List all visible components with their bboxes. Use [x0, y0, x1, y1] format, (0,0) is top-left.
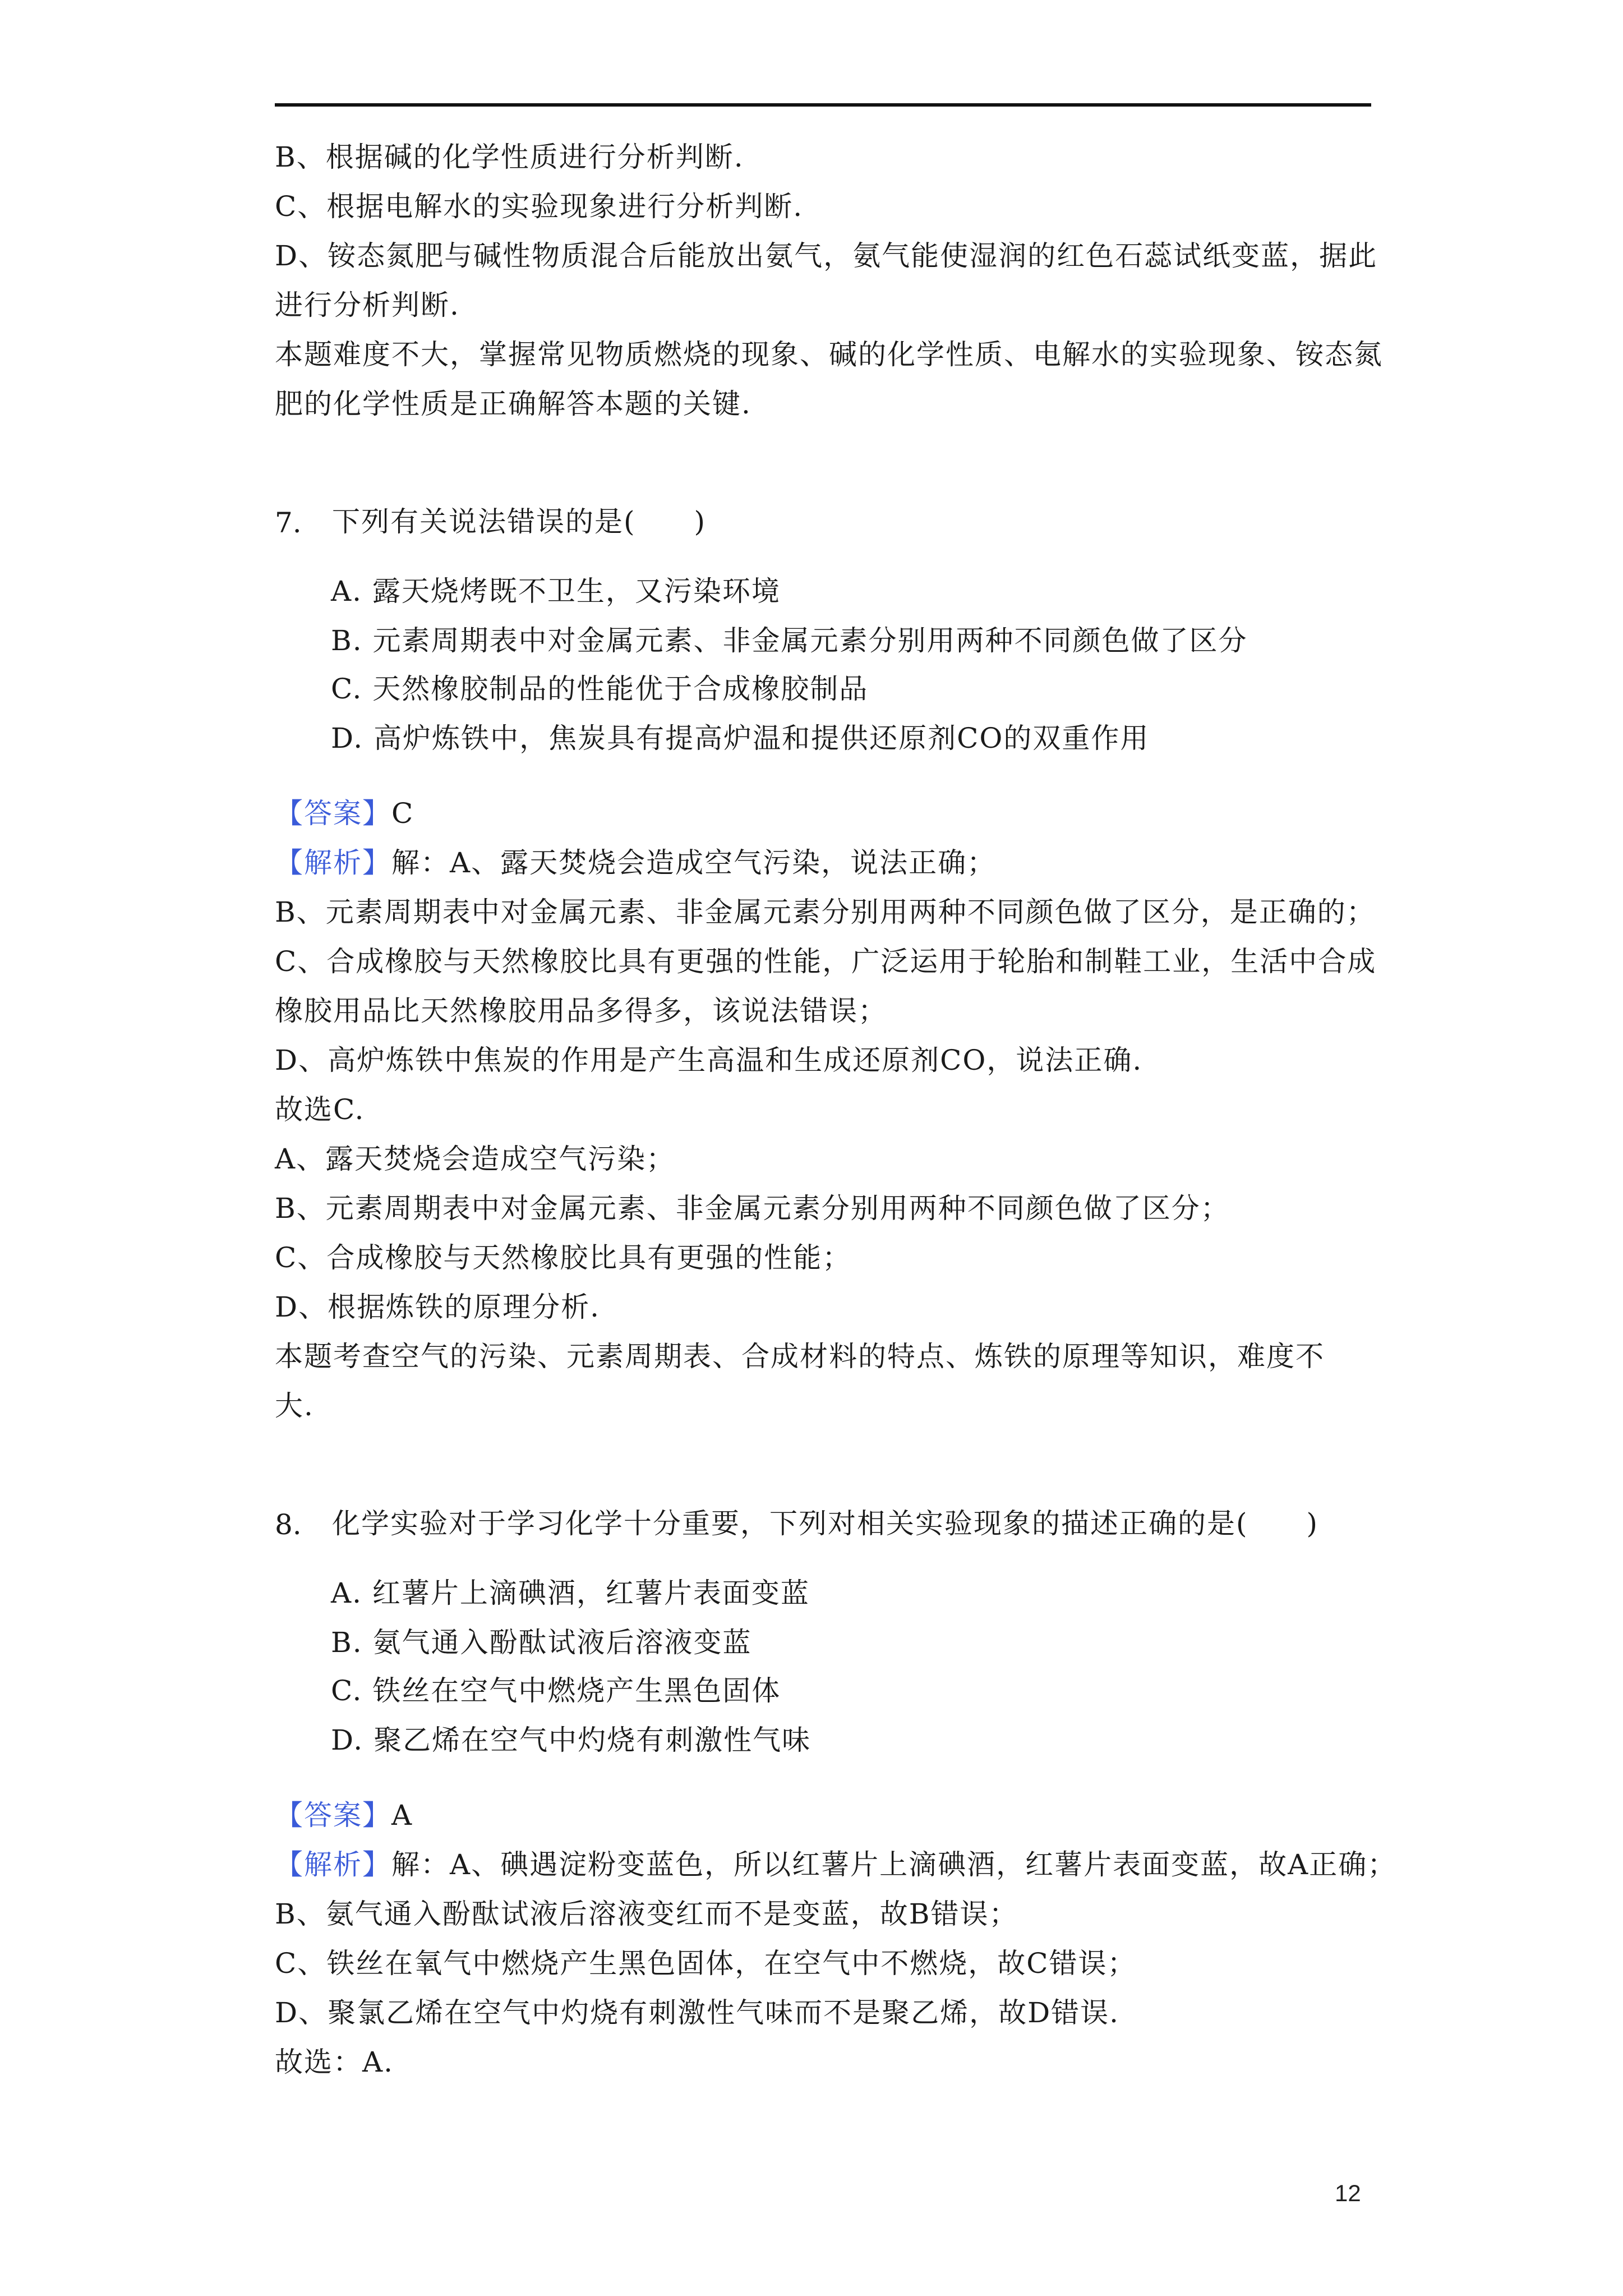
- question-8-analysis-line: C、铁丝在氧气中燃烧产生黑色固体，在空气中不燃烧，故C错误；: [275, 1947, 1137, 1980]
- prev-explanation-d-cont: 进行分析判断.: [275, 289, 460, 321]
- question-7-analysis-line: 故选C.: [275, 1093, 365, 1126]
- answer-tag: 【答案】: [275, 797, 391, 830]
- prev-summary-cont: 肥的化学性质是正确解答本题的关键.: [275, 388, 751, 420]
- page-number: 12: [1335, 2180, 1361, 2206]
- question-8-stem: 化学实验对于学习化学十分重要，下列对相关实验现象的描述正确的是( ): [332, 1507, 1319, 1540]
- header-rule: [275, 103, 1371, 107]
- prev-explanation-d: D、铵态氮肥与碱性物质混合后能放出氨气，氨气能使湿润的红色石蕊试纸变蓝，据此: [275, 240, 1378, 272]
- answer-value: C: [391, 797, 414, 830]
- answer-value: A: [391, 1799, 413, 1832]
- question-7-analysis-line: D、根据炼铁的原理分析.: [275, 1291, 600, 1323]
- question-7-analysis-line: A、露天焚烧会造成空气污染；: [275, 1143, 676, 1175]
- question-7-answer: [275, 794, 414, 833]
- question-8-option-a: A. 红薯片上滴碘酒，红薯片表面变蓝: [331, 1577, 810, 1609]
- question-8-option-b: B. 氨气通入酚酞试液后溶液变蓝: [331, 1626, 752, 1659]
- analysis-tag: 【解析】: [275, 1848, 391, 1881]
- question-7-option-a: A. 露天烧烤既不卫生，又污染环境: [331, 575, 781, 608]
- question-8-analysis-line: D、聚氯乙烯在空气中灼烧有刺激性气味而不是聚乙烯，故D错误.: [275, 1996, 1120, 2029]
- question-8-number: 8.: [275, 1508, 302, 1541]
- question-8-analysis-line: 故选：A.: [275, 2046, 394, 2078]
- answer-tag: 【答案】: [275, 1799, 391, 1832]
- analysis-text: 解：A、碘遇淀粉变蓝色，所以红薯片上滴碘酒，红薯片表面变蓝，故A正确；: [391, 1848, 1397, 1881]
- question-7-analysis-line: 橡胶用品比天然橡胶用品多得多，该说法错误；: [275, 995, 887, 1027]
- question-7-option-d: D. 高炉炼铁中，焦炭具有提高炉温和提供还原剂CO的双重作用: [331, 722, 1150, 754]
- analysis-tag: 【解析】: [275, 846, 391, 879]
- question-7-analysis-line: D、高炉炼铁中焦炭的作用是产生高温和生成还原剂CO，说法正确.: [275, 1044, 1143, 1076]
- question-7-analysis-line: B、元素周期表中对金属元素、非金属元素分别用两种不同颜色做了区分，是正确的；: [275, 896, 1376, 928]
- prev-explanation-b: B、根据碱的化学性质进行分析判断.: [275, 141, 744, 173]
- question-7-option-b: B. 元素周期表中对金属元素、非金属元素分别用两种不同颜色做了区分: [331, 624, 1248, 657]
- prev-explanation-c: C、根据电解水的实验现象进行分析判断.: [275, 190, 804, 223]
- question-8-answer: [275, 1796, 413, 1835]
- question-7-analysis-line: C、合成橡胶与天然橡胶比具有更强的性能，广泛运用于轮胎和制鞋工业，生活中合成: [275, 945, 1377, 978]
- question-7-analysis-line: [275, 843, 996, 882]
- question-7-analysis-line: C、合成橡胶与天然橡胶比具有更强的性能；: [275, 1241, 852, 1274]
- prev-summary: 本题难度不大，掌握常见物质燃烧的现象、碱的化学性质、电解水的实验现象、铵态氮: [275, 338, 1383, 371]
- question-7-analysis-line: 大.: [275, 1389, 314, 1422]
- question-8-option-d: D. 聚乙烯在空气中灼烧有刺激性气味: [331, 1724, 811, 1756]
- question-8-analysis-line: B、氨气通入酚酞试液后溶液变红而不是变蓝，故B错误；: [275, 1898, 1018, 1930]
- question-7-option-c: C. 天然橡胶制品的性能优于合成橡胶制品: [331, 673, 869, 705]
- question-7-analysis-line: B、元素周期表中对金属元素、非金属元素分别用两种不同颜色做了区分；: [275, 1192, 1230, 1225]
- question-7-stem: 下列有关说法错误的是( ): [332, 505, 707, 538]
- analysis-text: 解：A、露天焚烧会造成空气污染，说法正确；: [391, 846, 997, 879]
- question-8-option-c: C. 铁丝在空气中燃烧产生黑色固体: [331, 1674, 781, 1707]
- question-7-number: 7.: [275, 507, 302, 539]
- question-8-analysis-line: [275, 1845, 1396, 1884]
- question-7-analysis-line: 本题考查空气的污染、元素周期表、合成材料的特点、炼铁的原理等知识，难度不: [275, 1340, 1325, 1373]
